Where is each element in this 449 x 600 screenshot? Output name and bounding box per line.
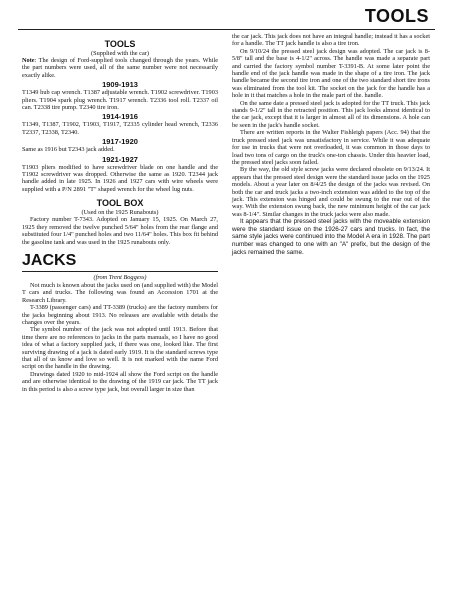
jacks-paragraph-7: On the same date a pressed steel jack is adopted for the TT truck. This jack stands 9-1/2" tall in the retracted position. This jack looks almost identical to the car jack, except that it is larger in almost all of its dimensions. A hole can be seen in the jack's handle socket. [232, 99, 430, 129]
right-column [232, 33, 430, 593]
toolbox-section-title: TOOL BOX [96, 198, 144, 209]
toolbox-paragraph: Factory number T-7343. Adopted on January 15, 1925. On March 27, 1925 they removed the twelve punched 5/64" holes from the rear flange and substituted four 1/4" punched holes and two 11/64" holes. This box fit behind the gasoline tank and was used in the 1925 runabouts only. [22, 216, 218, 246]
year-text-1914: T1349, T1387, T1902, T1903, T1917, T2335 cylinder head wrench, T2336 T2337, T2338, T2340. [22, 121, 218, 136]
year-text-1917: Same as 1916 but T2343 jack added. [22, 146, 115, 154]
jacks-paragraph-6: On 9/10/24 the pressed steel jack design was adopted. The car jack is 8-5/8" tall and the base is 4-1/2" across. The handle was made a separate part and carried the factory symbol number T-3391-B. At some later point the handle end of the jack handle was made in the shape of a tire iron. The jack handle became the second tire iron and one of the two standard short tire irons was eliminated from the tool kit. The socket on the jack for the handle has a hole in it that matches a hole in the male part of the. handle. [232, 47, 430, 100]
jacks-paragraph-4: Drawings dated 1920 to mid-1924 all show the Ford script on the handle and are otherwise identical to the drawing of the 1919 car jack. The TT jack in this period is also a screw type jack, but overall larger in size than [22, 370, 218, 393]
toolbox-section-subtitle: (Used on the 1925 Runabouts) [81, 209, 159, 217]
jacks-paragraph-9: By the way, the old style screw jacks were declared obsolete on 9/13/24. It appears that the pressed steel design were the standard issue jacks on the 1925 models. About a year later on 8/4/25 the design of the jacks was revised. On both the car and truck jacks a two-inch extension was added to the top of the jack. This extension was hinged and could be swung to the rear out of the way. With the extension swung back, the new minimum height of the car jack was 8-1/4". Similar changes in the truck jacks were also made. [232, 166, 430, 218]
jacks-paragraph-1: Not much is known about the jacks used on (and supplied with) the Model T cars and trucks. The following was found an Accession 1701 at the Research Library. [22, 281, 218, 304]
year-text-1909: T1349 hub cap wrench. T1387 adjustable wrench. T1902 screwdriver. T1903 pliers. T1904 spark plug wrench. T1917 wrench. T2336 tool roll. T2337 oil can. T2338 tire pump. T2340 tire iron. [22, 89, 218, 112]
page-header [18, 6, 435, 36]
year-heading-1917: 1917-1920 [102, 137, 138, 147]
note-label: Note [22, 57, 35, 64]
jacks-section-title: JACKS [22, 251, 77, 269]
left-column [22, 38, 218, 593]
jacks-paragraph-2: T-3389 (passenger cars) and TT-3389 (trucks) are the factory numbers for the jacks beginning about 1913. No releases are available with details the changes over the years. [22, 304, 218, 326]
year-heading-1921: 1921-1927 [102, 154, 138, 164]
jacks-paragraph-8: There are written reports in the Walter Fishleigh papers (Acc. 94) that the truck pressed steel jack was unsatisfactory in service. While it was adequate for use in trucks that were not overloaded, it was common in those days to load two tons of cargo on the truck's one-ton chassis. Under this heavier load, the pressed steel jacks soon failed. [232, 129, 430, 166]
year-heading-1914: 1914-1916 [102, 112, 138, 122]
page-title: TOOLS [364, 6, 429, 26]
jacks-rule [22, 271, 218, 272]
year-heading-1909: 1909-1913 [102, 80, 138, 90]
tools-note [22, 57, 218, 79]
jacks-section-subtitle: (from Trent Boggess) [93, 273, 147, 281]
header-rule [18, 29, 435, 30]
year-text-1921: T1903 pliers modified to have screwdriver blade on one handle and the T1902 screwdriver was dropped. Otherwise the same as 1920. T2344 jack handle added in late 1925. In 1926 and 1927 cars with wire wheels were supplied with a P/N 2891 "T" shaped wrench for the wheel lug nuts. [22, 163, 218, 193]
tools-section-title: TOOLS [104, 39, 136, 49]
jacks-paragraph-5: the car jack. This jack does not have an integral handle; instead it has a socket for a handle. The TT jack handle is also a tire iron. [232, 33, 430, 48]
jacks-paragraph-10: It appears that the pressed steel jacks with the moveable extension were the standard issue on the 1926-27 cars and trucks. In fact, the same style jacks were continued into the Model A era in 1928. The part number was changed to one with an "A" prefix, but the design of the jacks remained the same. [232, 218, 430, 256]
jacks-paragraph-3: The symbol number of the jack was not adopted until 1913. Before that time there are no references to jacks in the parts manuals, so I have no good idea of what a factory supplied jack, if there was one, looked like. The first surviving drawing of a jack is dated early 1919. It is the standard screws type that all of us know and love so well. It is not marked with the name Ford script on the handle in the drawing. [22, 326, 218, 371]
note-text: : The design of Ford-supplied tools changed through the years. While the part numbers were used, all of the same number were not necessarily exactly alike. [22, 57, 218, 79]
tools-section-subtitle: (Supplied with the car) [91, 50, 149, 57]
